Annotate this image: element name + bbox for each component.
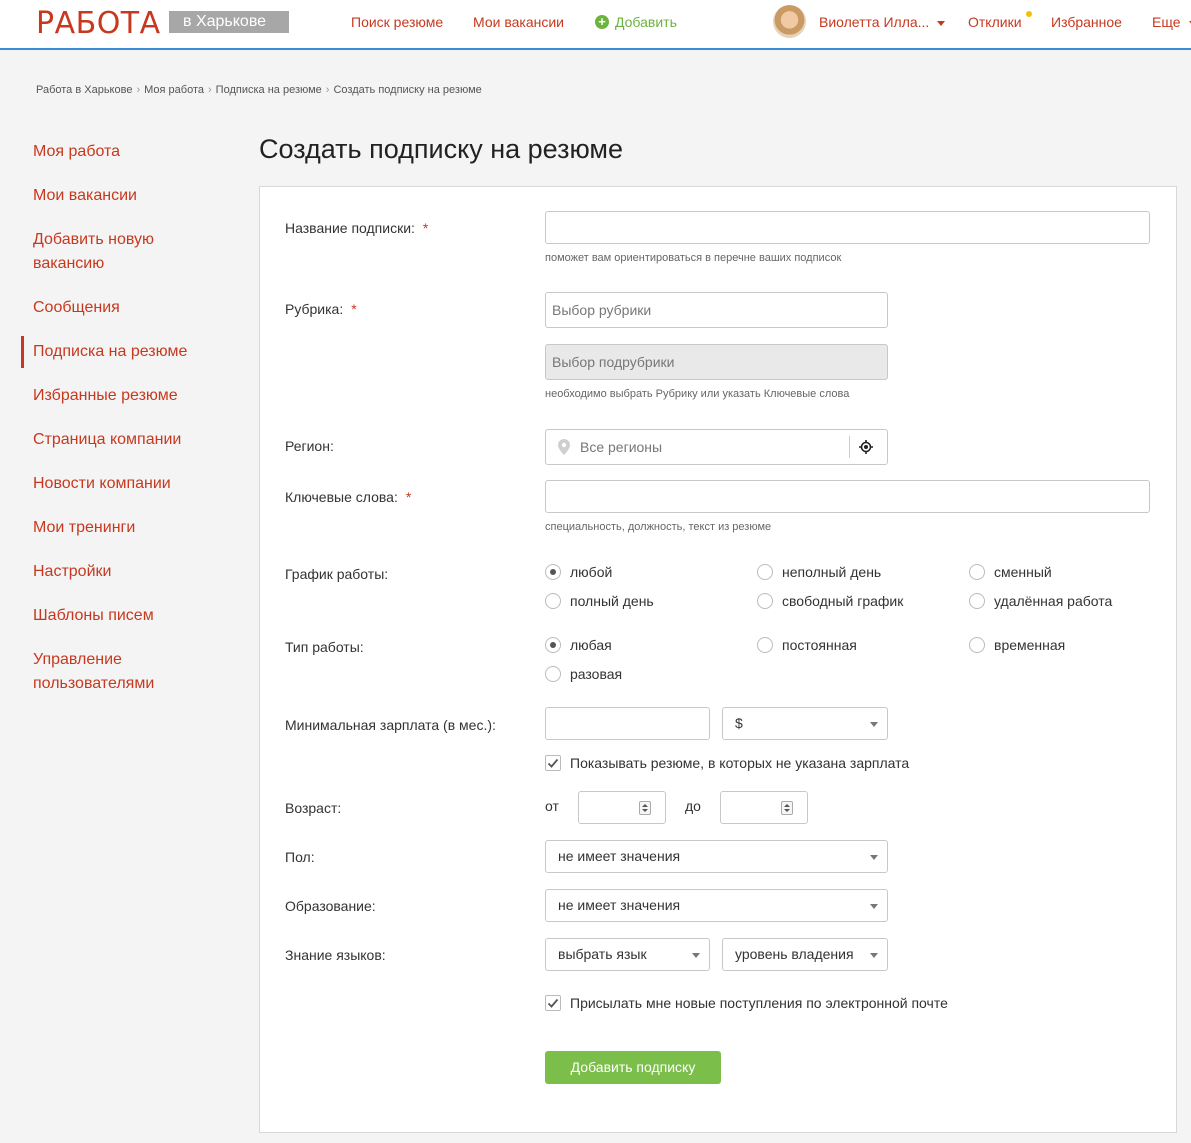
sidebar-item-messages[interactable]: Сообщения [33, 299, 120, 316]
schedule-option-label: неполный день [782, 564, 882, 580]
chevron-down-icon [870, 722, 878, 727]
chevron-down-icon [870, 855, 878, 860]
plus-icon: + [595, 15, 609, 29]
nav-more-label: Еще [1152, 14, 1181, 30]
schedule-option[interactable] [757, 593, 903, 609]
subscription-name-input[interactable] [545, 211, 1150, 244]
notification-dot [1026, 11, 1032, 17]
nav-more[interactable] [1152, 14, 1191, 30]
worktype-option-label: любая [570, 637, 612, 653]
sidebar-item-resume-subscription[interactable]: Подписка на резюме [33, 343, 188, 360]
radio-circle [545, 666, 561, 682]
age-from-label: от [545, 798, 559, 814]
stepper-arrows-icon[interactable] [639, 801, 651, 815]
age-label: Возраст: [285, 800, 342, 816]
gender-label: Пол: [285, 849, 315, 865]
worktype-option[interactable] [545, 666, 622, 682]
schedule-option[interactable] [969, 564, 1052, 580]
show-no-salary-checkbox[interactable] [545, 755, 909, 771]
sidebar-item-my-vacancies[interactable]: Мои вакансии [33, 187, 137, 204]
age-to-input[interactable] [720, 791, 808, 824]
currency-select[interactable] [722, 707, 888, 740]
age-to-label: до [685, 798, 701, 814]
nav-search-resume[interactable]: Поиск резюме [351, 14, 444, 30]
stepper-arrows-icon[interactable] [781, 801, 793, 815]
schedule-option[interactable] [969, 593, 1112, 609]
nav-add-label: Добавить [615, 14, 677, 30]
breadcrumb-separator: › [136, 84, 141, 96]
email-notify-checkbox[interactable] [545, 995, 948, 1011]
nav-responses[interactable]: Отклики [968, 14, 1022, 30]
sidebar-active-indicator [21, 336, 24, 368]
gender-select[interactable] [545, 840, 888, 873]
subscription-name-label-text: Название подписки: [285, 220, 415, 236]
stepper-up-icon [784, 804, 790, 807]
avatar[interactable] [773, 5, 806, 38]
subscription-name-label [285, 220, 428, 236]
keywords-hint: специальность, должность, текст из резюме [545, 521, 772, 533]
education-select[interactable] [545, 889, 888, 922]
radio-circle [969, 637, 985, 653]
salary-input[interactable] [545, 707, 710, 740]
form-card [259, 186, 1177, 1133]
nav-add-button[interactable] [595, 14, 677, 30]
breadcrumb-separator: › [208, 84, 212, 96]
schedule-option-label: удалённая работа [994, 593, 1113, 609]
sidebar-item-my-trainings[interactable]: Мои тренинги [33, 519, 136, 536]
radio-circle [757, 637, 773, 653]
sidebar-item-add-vacancy[interactable]: Добавить новую вакансию [33, 231, 155, 272]
breadcrumb [36, 84, 482, 96]
site-logo[interactable]: РАБОТА [36, 6, 161, 41]
user-menu[interactable] [819, 14, 945, 30]
chevron-down-icon [870, 904, 878, 909]
stepper-down-icon [642, 809, 648, 812]
worktype-option-label: постоянная [782, 637, 857, 653]
map-pin-icon [558, 439, 570, 455]
stepper-up-icon [642, 804, 648, 807]
radio-circle [545, 637, 561, 653]
education-value: не имеет значения [558, 897, 681, 913]
radio-circle [545, 564, 561, 580]
worktype-label: Тип работы: [285, 639, 364, 655]
checkmark-icon [547, 997, 559, 1009]
sidebar-item-company-news[interactable]: Новости компании [33, 475, 171, 492]
nav-my-vacancies[interactable]: Мои вакансии [473, 14, 564, 30]
keywords-label-text: Ключевые слова: [285, 489, 398, 505]
email-notify-label: Присылать мне новые поступления по электронной почте [570, 995, 948, 1011]
worktype-option-label: временная [994, 637, 1066, 653]
currency-value: $ [735, 715, 743, 731]
gender-value: не имеет значения [558, 848, 681, 864]
region-label: Регион: [285, 438, 334, 454]
sidebar-item-settings[interactable]: Настройки [33, 563, 112, 580]
subrubric-select: Выбор подрубрики [545, 344, 888, 380]
salary-label: Минимальная зарплата (в мес.): [285, 717, 496, 733]
breadcrumb-item[interactable]: Моя работа [144, 84, 204, 96]
language-select[interactable] [545, 938, 710, 971]
checkbox-box [545, 755, 561, 771]
age-from-input[interactable] [578, 791, 666, 824]
radio-circle [969, 593, 985, 609]
rubric-label-text: Рубрика: [285, 301, 344, 317]
radio-circle [757, 564, 773, 580]
nav-favorites[interactable]: Избранное [1051, 14, 1122, 30]
education-label: Образование: [285, 898, 376, 914]
schedule-label: График работы: [285, 566, 389, 582]
schedule-option-label: полный день [570, 593, 654, 609]
top-header [0, 0, 1191, 50]
schedule-option[interactable] [545, 564, 612, 580]
schedule-option[interactable] [545, 593, 654, 609]
rubric-hint: необходимо выбрать Рубрику или указать Ключевые слова [545, 388, 850, 400]
worktype-option[interactable] [545, 637, 612, 653]
language-level-value: уровень владения [735, 946, 854, 962]
keywords-label [285, 489, 411, 505]
region-placeholder: Все регионы [580, 439, 663, 455]
worktype-option[interactable] [969, 637, 1065, 653]
keywords-input[interactable] [545, 480, 1150, 513]
radio-circle [757, 593, 773, 609]
rubric-select[interactable]: Выбор рубрики [545, 292, 888, 328]
show-no-salary-label: Показывать резюме, в которых не указана зарплата [570, 755, 910, 771]
breadcrumb-separator: › [325, 84, 330, 96]
region-input[interactable] [545, 429, 888, 465]
sidebar-item-user-management[interactable]: Управление пользователями [33, 651, 155, 692]
rubric-label [285, 301, 357, 317]
checkbox-box [545, 995, 561, 1011]
sidebar-item-favorite-resumes[interactable]: Избранные резюме [33, 387, 178, 404]
geolocation-icon[interactable] [859, 440, 873, 454]
sidebar-item-company-page[interactable]: Страница компании [33, 431, 182, 448]
required-mark: * [405, 489, 412, 505]
schedule-option-label: сменный [994, 564, 1052, 580]
sidebar-item-my-work[interactable]: Моя работа [33, 143, 121, 160]
language-value: выбрать язык [558, 946, 647, 962]
schedule-option-label: любой [570, 564, 613, 580]
region-divider [849, 436, 850, 458]
subscription-name-hint: поможет вам ориентироваться в перечне ваших подписок [545, 252, 842, 264]
schedule-option-label: свободный график [782, 593, 904, 609]
radio-circle [545, 593, 561, 609]
user-name: Виолетта Илла... [819, 14, 930, 30]
city-selector[interactable]: в Харькове [169, 11, 289, 33]
worktype-option-label: разовая [570, 666, 623, 682]
worktype-option[interactable] [757, 637, 857, 653]
add-subscription-button[interactable]: Добавить подписку [545, 1051, 721, 1084]
sidebar-item-letter-templates[interactable]: Шаблоны писем [33, 607, 154, 624]
chevron-down-icon [870, 953, 878, 958]
languages-label: Знание языков: [285, 947, 386, 963]
chevron-down-icon [692, 953, 700, 958]
required-mark: * [422, 220, 429, 236]
breadcrumb-item[interactable]: Работа в Харькове [36, 84, 133, 96]
language-level-select[interactable] [722, 938, 888, 971]
stepper-down-icon [784, 809, 790, 812]
page-title: Создать подписку на резюме [259, 134, 623, 164]
breadcrumb-current: Создать подписку на резюме [333, 84, 482, 96]
schedule-option[interactable] [757, 564, 881, 580]
required-mark: * [351, 301, 357, 317]
checkmark-icon [547, 757, 559, 769]
chevron-down-icon [937, 21, 945, 26]
breadcrumb-item[interactable]: Подписка на резюме [215, 84, 322, 96]
radio-circle [969, 564, 985, 580]
